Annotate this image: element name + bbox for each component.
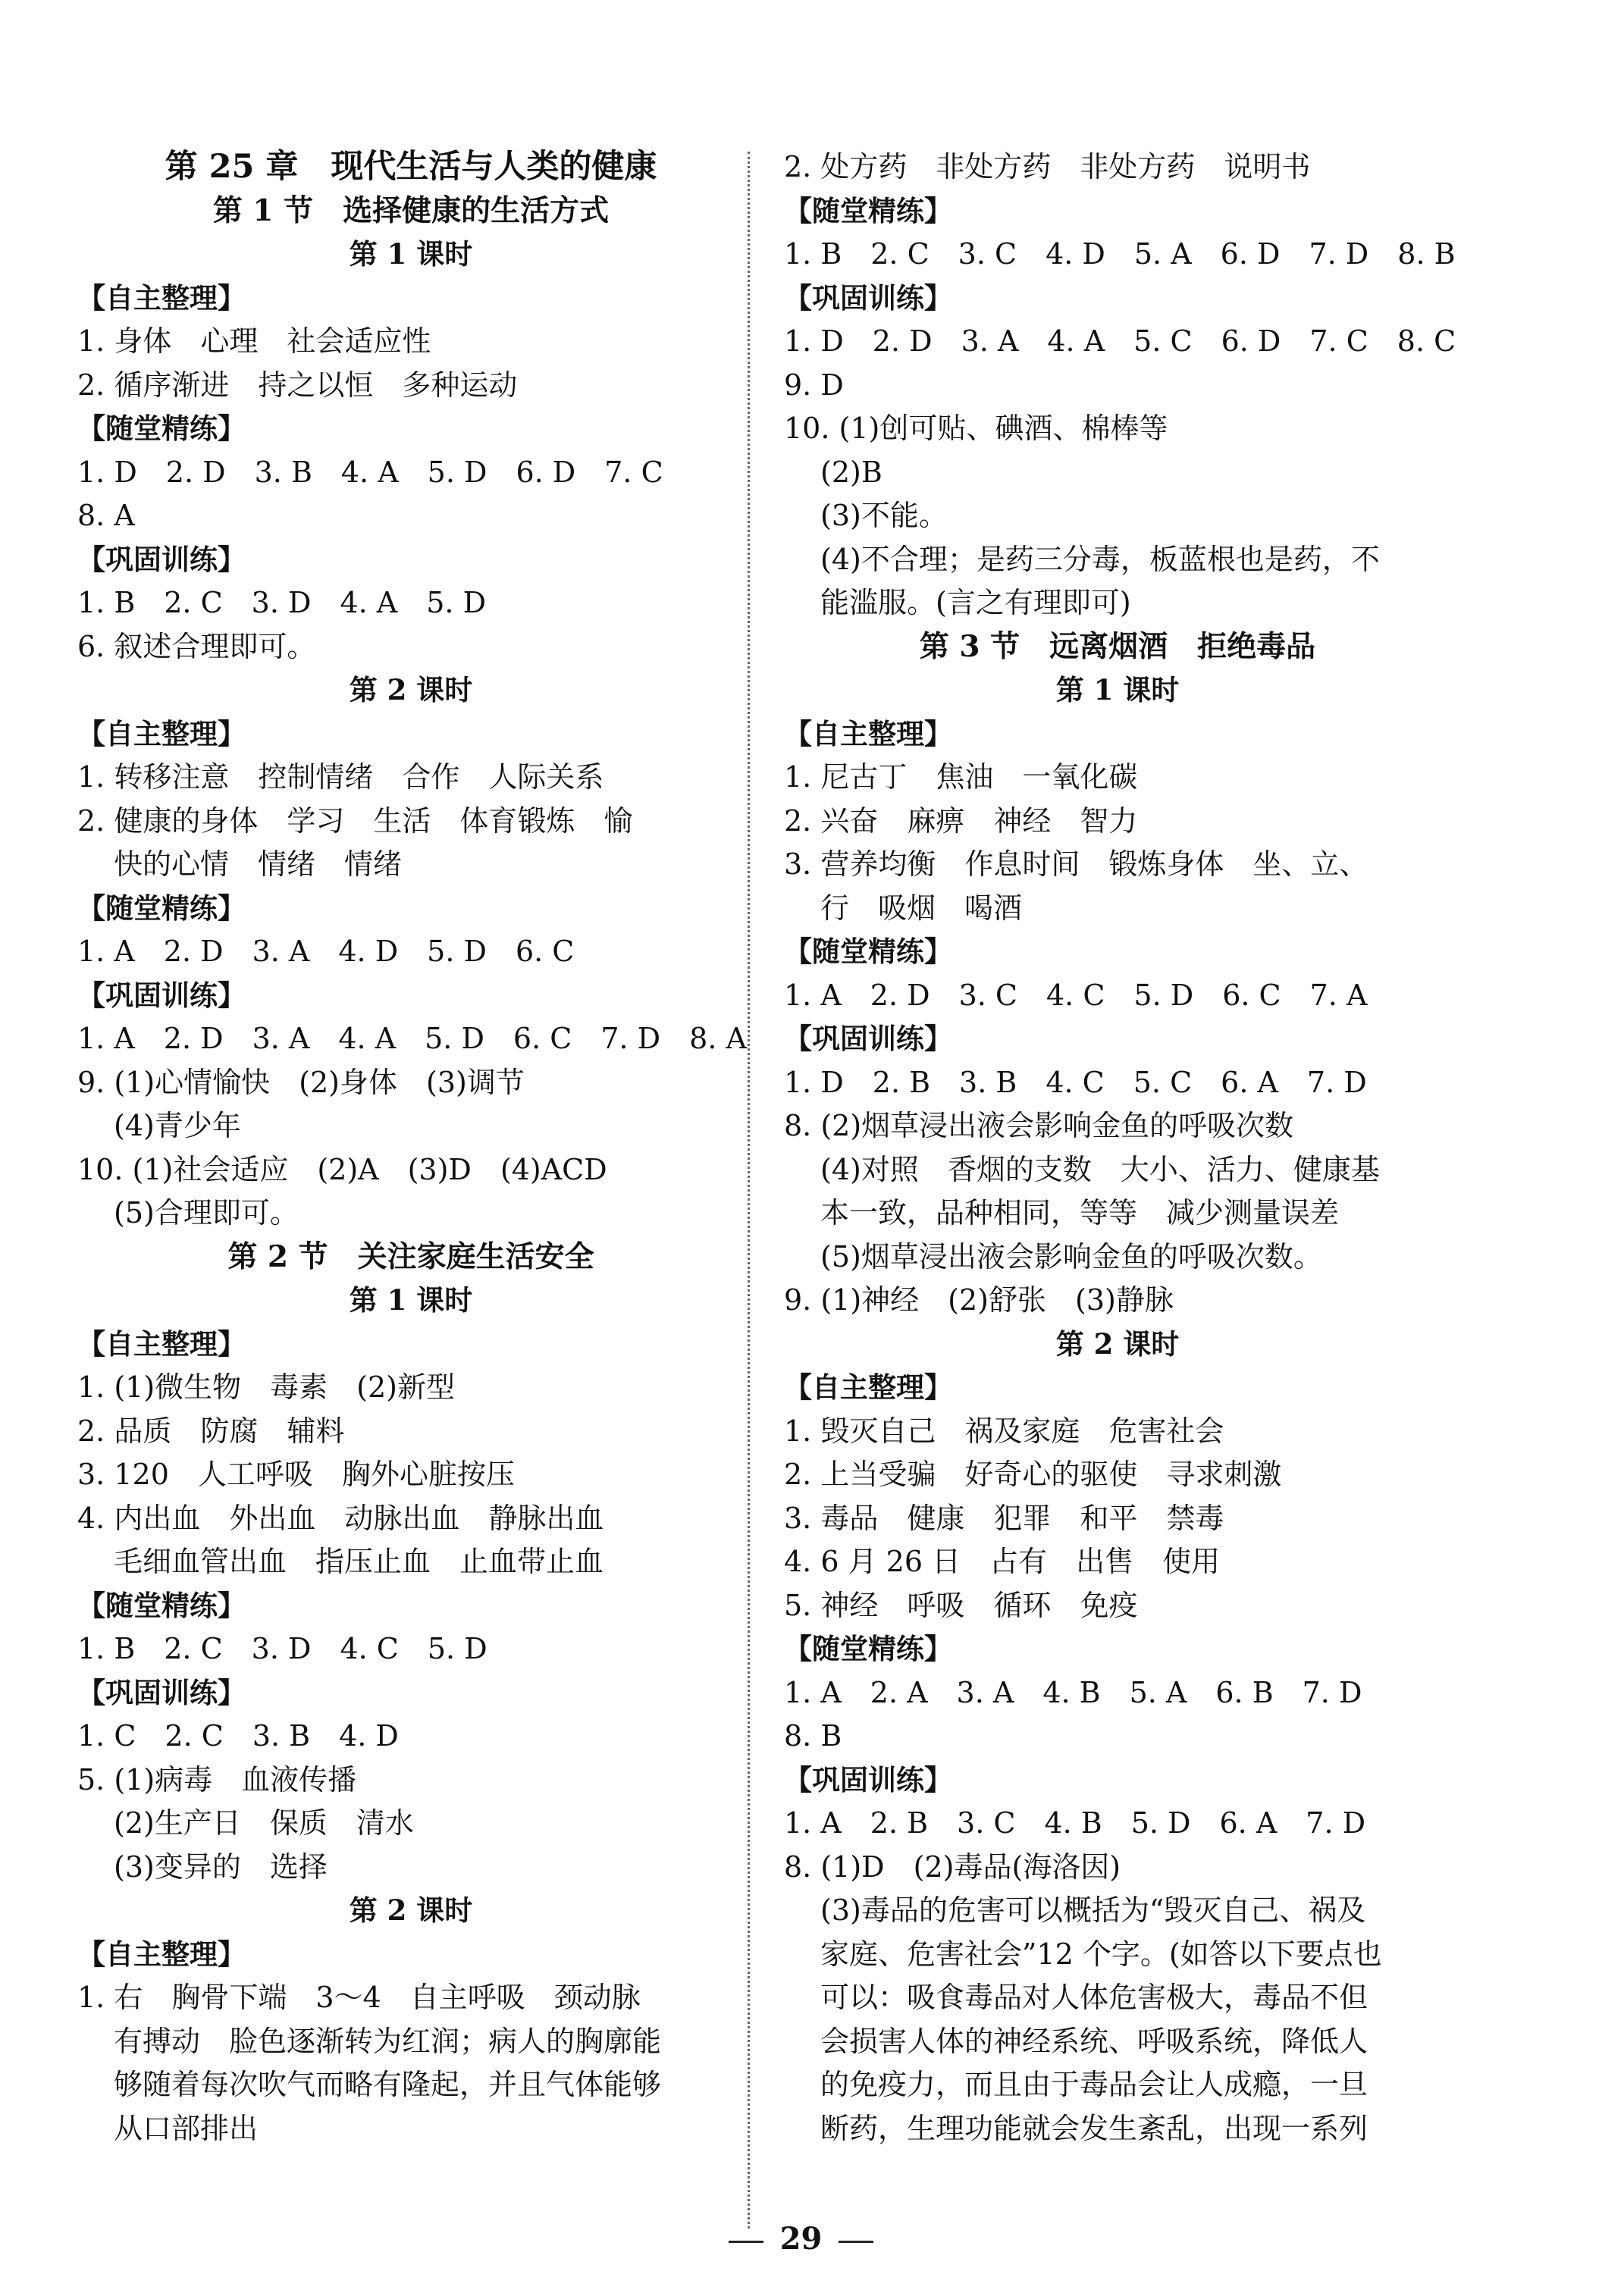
answer-line: 1. 尼古丁 焦油 一氧化碳 (784, 760, 1138, 794)
answer-continuation: 可以：吸食毒品对人体危害极大，毒品不但 (820, 1981, 1368, 2014)
section-title: 第 1 节 选择健康的生活方式 (212, 193, 610, 228)
answer-continuation: (2)B (820, 455, 883, 489)
answer-line: 3. 营养均衡 作息时间 锻炼身体 坐、立、 (784, 847, 1368, 881)
answer-line: 5. 神经 呼吸 循环 免疫 (784, 1588, 1138, 1622)
exercise-heading: 【随堂精练】 (784, 194, 952, 227)
answer-line: 3. 毒品 健康 犯罪 和平 禁毒 (784, 1501, 1224, 1535)
answer-line: 9. D (784, 368, 844, 402)
answer-line: 2. 上当受骗 好奇心的驱使 寻求刺激 (784, 1458, 1282, 1491)
chapter-title: 第 25 章 现代生活与人类的健康 (165, 148, 657, 186)
exercise-heading: 【随堂精练】 (77, 1589, 246, 1622)
answer-continuation: 会损害人体的神经系统、呼吸系统，降低人 (820, 2024, 1368, 2058)
section-title: 第 3 节 远离烟酒 拒绝毒品 (919, 628, 1316, 664)
answer-line: 1. (1)微生物 毒素 (2)新型 (77, 1370, 455, 1404)
answer-line: 4. 内出血 外出血 动脉出血 静脉出血 (77, 1501, 604, 1535)
exercise-heading: 【随堂精练】 (77, 891, 246, 925)
answer-line: 9. (1)心情愉快 (2)身体 (3)调节 (77, 1065, 525, 1099)
lesson-title: 第 2 课时 (1055, 1327, 1180, 1361)
footer-dash-right (839, 2241, 873, 2243)
answer-line: 1. 身体 心理 社会适应性 (77, 324, 431, 358)
exercise-heading: 【自主整理】 (77, 1327, 246, 1361)
answer-line: 1. A 2. D 3. A 4. A 5. D 6. C 7. D 8. A (77, 1022, 747, 1055)
answer-continuation: (4)对照 香烟的支数 大小、活力、健康基 (820, 1152, 1380, 1186)
answer-line: 8. B (784, 1719, 842, 1753)
page-number: 29 (779, 2221, 823, 2257)
answer-line: 10. (1)社会适应 (2)A (3)D (4)ACD (77, 1152, 607, 1186)
answer-line: 1. 转移注意 控制情绪 合作 人际关系 (77, 760, 604, 794)
lesson-title: 第 2 课时 (349, 673, 473, 706)
exercise-heading: 【巩固训练】 (77, 1676, 246, 1709)
lesson-title: 第 2 课时 (349, 1893, 473, 1927)
exercise-heading: 【自主整理】 (77, 717, 246, 750)
exercise-heading: 【巩固训练】 (784, 281, 952, 315)
answer-line: 8. A (77, 499, 135, 532)
lesson-title: 第 1 课时 (349, 1283, 473, 1317)
answer-continuation: (5)合理即可。 (114, 1196, 299, 1229)
answer-line: 1. D 2. D 3. B 4. A 5. D 6. D 7. C (77, 455, 663, 489)
exercise-heading: 【随堂精练】 (77, 412, 246, 445)
answer-line: 4. 6 月 26 日 占有 出售 使用 (784, 1545, 1221, 1578)
answer-line: 1. 毁灭自己 祸及家庭 危害社会 (784, 1414, 1224, 1448)
answer-line: 1. A 2. B 3. C 4. B 5. D 6. A 7. D (784, 1806, 1366, 1840)
column-divider (748, 152, 750, 2229)
page-footer (0, 2221, 1602, 2257)
exercise-heading: 【自主整理】 (784, 717, 952, 750)
lesson-title: 第 1 课时 (1055, 673, 1180, 706)
answer-line: 2. 兴奋 麻痹 神经 智力 (784, 803, 1138, 838)
answer-continuation: (5)烟草浸出液会影响金鱼的呼吸次数。 (820, 1239, 1322, 1273)
answer-line: 3. 120 人工呼吸 胸外心脏按压 (77, 1458, 515, 1491)
answer-line: 2. 品质 防腐 辅料 (77, 1414, 345, 1448)
answer-line: 2. 循序渐进 持之以恒 多种运动 (77, 368, 518, 402)
exercise-heading: 【巩固训练】 (784, 1023, 952, 1055)
footer-dash-left (729, 2241, 763, 2243)
answer-line: 1. D 2. D 3. A 4. A 5. C 6. D 7. C 8. C (784, 324, 1456, 358)
answer-line: 10. (1)创可贴、碘酒、棉棒等 (784, 412, 1168, 445)
answer-continuation: 快的心情 情绪 情绪 (114, 847, 403, 881)
answer-line: 2. 处方药 非处方药 非处方药 说明书 (784, 150, 1311, 183)
answer-line: 1. A 2. D 3. C 4. C 5. D 6. C 7. A (784, 978, 1368, 1012)
answer-line: 1. 右 胸骨下端 3～4 自主呼吸 颈动脉 (77, 1981, 641, 2014)
answer-line: 8. (2)烟草浸出液会影响金鱼的呼吸次数 (784, 1109, 1294, 1142)
answer-continuation: 家庭、危害社会”12 个字。(如答以下要点也 (820, 1937, 1382, 1971)
answer-line: 1. C 2. C 3. B 4. D (77, 1719, 399, 1753)
exercise-heading: 【随堂精练】 (784, 935, 952, 968)
answer-line: 2. 健康的身体 学习 生活 体育锻炼 愉 (77, 803, 633, 838)
answer-line: 5. (1)病毒 血液传播 (77, 1762, 357, 1796)
exercise-heading: 【自主整理】 (77, 1937, 246, 1971)
answer-line: 6. 叙述合理即可。 (77, 629, 316, 663)
answer-line: 1. B 2. C 3. D 4. A 5. D (77, 586, 487, 619)
answer-line: 8. (1)D (2)毒品(海洛因) (784, 1850, 1121, 1884)
answer-continuation: 够随着每次吹气而略有隆起，并且气体能够 (114, 2068, 662, 2101)
answer-continuation: (3)不能。 (820, 499, 948, 532)
answer-line: 1. D 2. B 3. B 4. C 5. C 6. A 7. D (784, 1065, 1367, 1099)
answer-line: 1. B 2. C 3. C 4. D 5. A 6. D 7. D 8. B (784, 237, 1456, 271)
answer-continuation: 本一致，品种相同，等等 减少测量误差 (820, 1196, 1340, 1229)
exercise-heading: 【随堂精练】 (784, 1633, 952, 1665)
answer-continuation: (3)变异的 选择 (114, 1850, 328, 1884)
answer-continuation: 有搏动 脸色逐渐转为红润；病人的胸廓能 (114, 2024, 662, 2058)
answer-continuation: 毛细血管出血 指压止血 止血带止血 (114, 1545, 604, 1578)
exercise-heading: 【巩固训练】 (784, 1763, 952, 1796)
exercise-heading: 【巩固训练】 (77, 543, 246, 576)
answer-line: 1. A 2. A 3. A 4. B 5. A 6. B 7. D (784, 1675, 1362, 1709)
left-column (77, 146, 745, 2150)
section-title: 第 2 节 关注家庭生活安全 (227, 1239, 594, 1274)
answer-continuation: 从口部排出 (114, 2111, 259, 2145)
answer-continuation: (4)青少年 (114, 1109, 241, 1142)
answer-continuation: (4)不合理；是药三分毒，板蓝根也是药，不 (820, 542, 1380, 576)
exercise-heading: 【自主整理】 (77, 281, 246, 315)
exercise-heading: 【自主整理】 (784, 1371, 952, 1404)
answer-continuation: (2)生产日 保质 清水 (114, 1806, 414, 1840)
answer-continuation: 的免疫力，而且由于毒品会让人成瘾，一旦 (820, 2068, 1368, 2101)
answer-line: 1. A 2. D 3. A 4. D 5. D 6. C (77, 935, 575, 968)
exercise-heading: 【巩固训练】 (77, 979, 246, 1012)
answer-continuation: (3)毒品的危害可以概括为“毁灭自己、祸及 (820, 1893, 1366, 1927)
answer-line: 9. (1)神经 (2)舒张 (3)静脉 (784, 1283, 1174, 1317)
answer-continuation: 行 吸烟 喝酒 (820, 891, 1023, 925)
lesson-title: 第 1 课时 (349, 237, 473, 271)
answer-continuation: 断药，生理功能就会发生紊乱，出现一系列 (820, 2111, 1368, 2145)
answer-line: 1. B 2. C 3. D 4. C 5. D (77, 1632, 487, 1665)
right-column (784, 146, 1456, 2150)
answer-continuation: 能滥服。(言之有理即可) (820, 586, 1131, 619)
